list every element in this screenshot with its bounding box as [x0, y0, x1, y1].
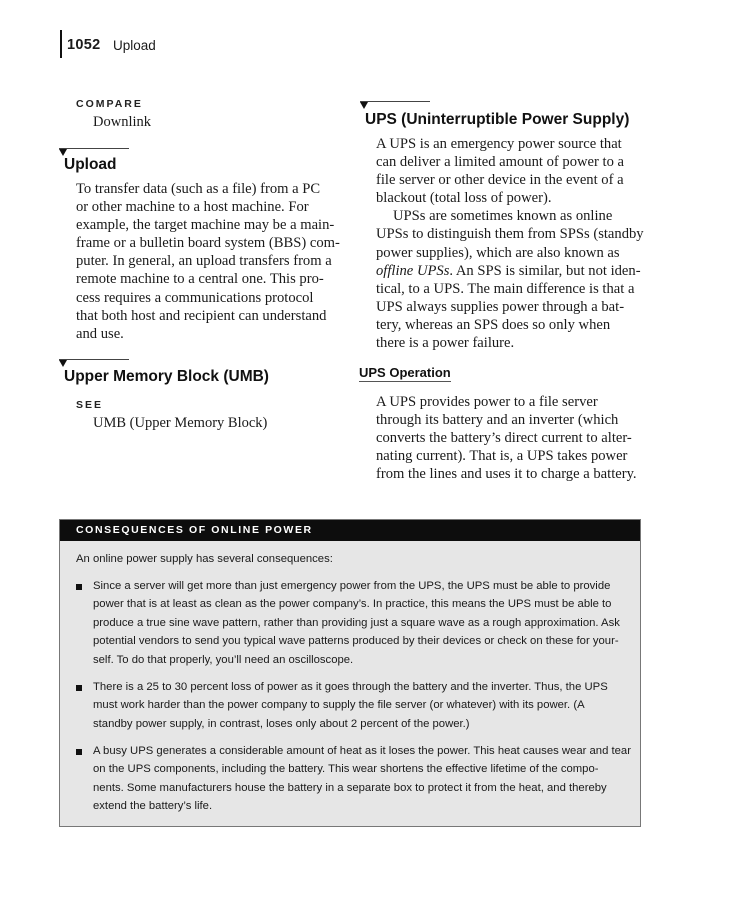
- text-line: UPSs to distinguish them from SPSs (standby: [376, 226, 644, 243]
- upload-definition: [76, 180, 340, 343]
- sidebar-bullet-1: [93, 577, 620, 669]
- bullet-icon: [76, 749, 82, 755]
- text-line: To transfer data (such as a file) from a PC: [76, 181, 321, 197]
- text-line: converts the battery’s direct current to alter-: [376, 430, 632, 447]
- page-number: 1052: [67, 37, 101, 53]
- text-line: UPSs are sometimes known as online: [393, 208, 613, 225]
- text-line: standby power supply, in contrast, loses only about 2 percent of the power.): [93, 717, 470, 730]
- text-line: There is a 25 to 30 percent loss of power as it goes through the battery and the inverter. Thus, the UPS: [93, 681, 608, 693]
- sidebar-intro: [76, 550, 333, 568]
- text-line: A busy UPS generates a considerable amount of heat as it loses the power. This heat causes wear and tear: [93, 745, 631, 757]
- compare-label: COMPARE: [76, 98, 143, 110]
- text-line: puter. In general, an upload transfers from a: [76, 253, 332, 270]
- text-line: power supplies), which are also known as: [376, 244, 620, 261]
- entry-title-umb: Upper Memory Block (UMB): [64, 368, 269, 385]
- sidebar-box: [59, 519, 641, 827]
- text-line: that both host and recipient can understand: [76, 307, 327, 324]
- text-line: A UPS is an emergency power source that: [376, 136, 622, 152]
- ups-operation-text: [376, 393, 637, 483]
- text-line: nents. Some manufacturers house the battery in a separate box to protect it from the heat, and thereby: [93, 781, 607, 794]
- text-line: An online power supply has several consequences:: [76, 553, 333, 565]
- see-label: SEE: [76, 399, 104, 411]
- triangle-marker-icon: [59, 360, 67, 367]
- sidebar-bullet-2: [93, 678, 608, 733]
- text-line: nating current). That is, a UPS takes power: [376, 448, 628, 465]
- see-ref[interactable]: UMB (Upper Memory Block): [93, 415, 268, 431]
- sidebar-title: CONSEQUENCES OF ONLINE POWER: [76, 524, 313, 536]
- ups-definition: [376, 135, 644, 352]
- running-title: Upload: [113, 38, 156, 53]
- text-line: file server or other device in the event of a: [376, 172, 624, 189]
- header-rule: [60, 30, 62, 58]
- text-line: Since a server will get more than just emergency power from the UPS, the UPS must be able to provide: [93, 580, 611, 592]
- text-line: remote machine to a central one. This pro-: [76, 271, 324, 288]
- text-line: [376, 262, 644, 280]
- compare-ref[interactable]: Downlink: [93, 114, 151, 130]
- triangle-marker-icon: [59, 149, 67, 156]
- text-span: . An SPS is similar, but not iden-: [449, 262, 641, 279]
- text-line: cess requires a communications protocol: [76, 289, 314, 306]
- entry-title-upload: Upload: [64, 156, 117, 173]
- italic-term: offline UPSs: [376, 262, 450, 279]
- text-line: frame or a bulletin board system (BBS) com-: [76, 235, 340, 252]
- triangle-marker-icon: [360, 102, 368, 109]
- sidebar-title-bar: [60, 520, 640, 541]
- text-line: UPS always supplies power through a bat-: [376, 298, 625, 315]
- text-line: or other machine to a host machine. For: [76, 199, 309, 216]
- text-line: potential vendors to send you typical wave patterns produced by their devices or check on these for your-: [93, 635, 619, 648]
- subsection-title-ups-operation: UPS Operation: [359, 365, 451, 380]
- bullet-icon: [76, 685, 82, 691]
- text-line: tical, to a UPS. The main difference is that a: [376, 280, 635, 297]
- text-line: tery, whereas an SPS does so only when: [376, 316, 611, 333]
- text-line: A UPS provides power to a file server: [376, 394, 598, 410]
- text-line: and use.: [76, 325, 124, 342]
- text-line: example, the target machine may be a main-: [76, 217, 335, 234]
- text-line: power that is at least as clean as the power company’s. In practice, this means the UPS must be able to: [93, 598, 612, 611]
- sidebar-bullet-3: [93, 742, 631, 816]
- text-line: must work harder than the power company to supply the file server (or whatever) with its power. (A: [93, 699, 585, 712]
- text-line: from the lines and uses it to charge a battery.: [376, 466, 637, 483]
- entry-marker-ups: [360, 101, 430, 111]
- text-line: produce a true sine wave pattern, rather than providing just a square wave as a rough approximation. Ask: [93, 616, 620, 629]
- text-line: through its battery and an inverter (which: [376, 412, 619, 429]
- text-line: on the UPS components, including the battery. This wear shortens the effective lifetime of the compo-: [93, 763, 599, 776]
- bullet-icon: [76, 584, 82, 590]
- text-line: there is a power failure.: [376, 335, 515, 352]
- entry-title-ups: UPS (Uninterruptible Power Supply): [365, 111, 630, 128]
- text-line: can deliver a limited amount of power to a: [376, 154, 625, 171]
- text-line: extend the battery’s life.: [93, 800, 213, 813]
- text-line: blackout (total loss of power).: [376, 190, 552, 207]
- text-line: self. To do that properly, you’ll need an oscilloscope.: [93, 653, 354, 666]
